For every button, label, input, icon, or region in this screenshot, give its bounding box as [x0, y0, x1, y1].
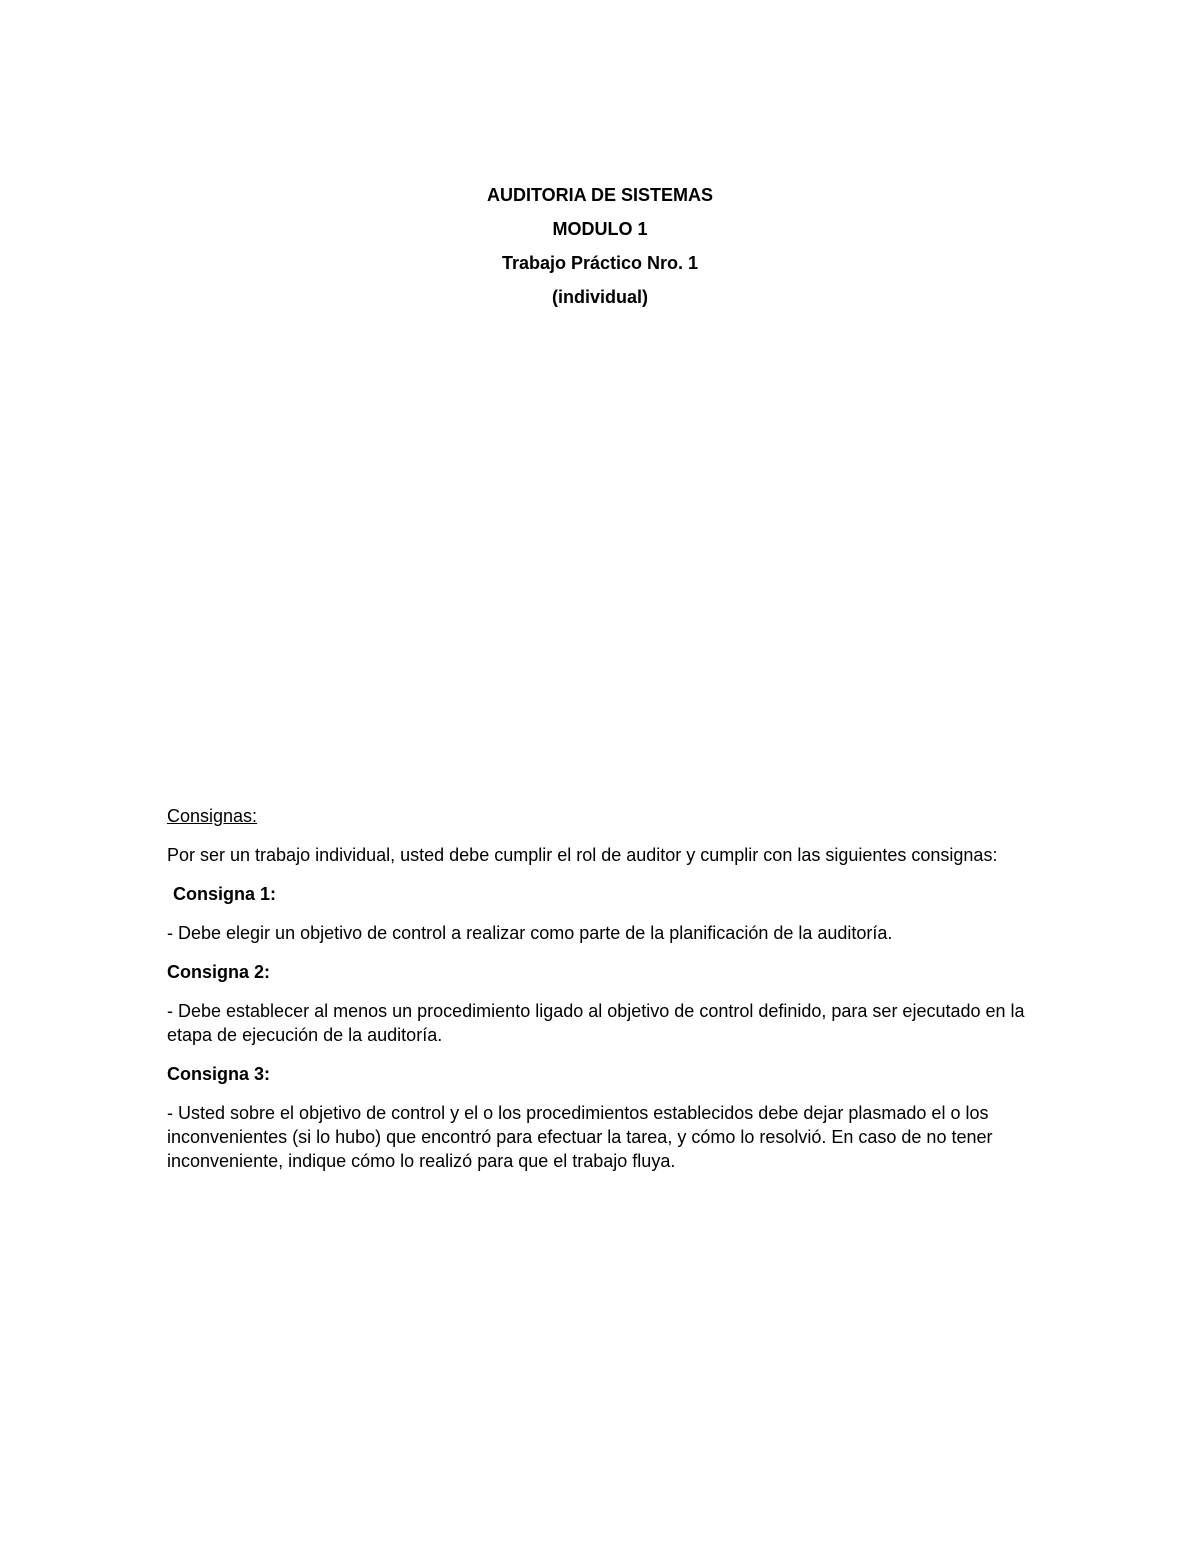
- task-2-text: - Debe establecer al menos un procedimiento ligado al objetivo de control definido, para ser ejecutado en la etapa de ejecución de la auditoría.: [167, 1001, 1025, 1045]
- intro-paragraph: Por ser un trabajo individual, usted debe cumplir el rol de auditor y cumplir con las siguientes consignas:: [167, 845, 998, 865]
- section-title: Consignas:: [167, 806, 258, 826]
- assignment-title: Trabajo Práctico Nro. 1: [501, 253, 699, 273]
- module-title: MODULO 1: [552, 219, 648, 239]
- task-3-text: - Usted sobre el objetivo de control y el o los procedimientos establecidos debe dejar plasmado el o los inconvenientes (si lo hubo) que encontró para efectuar la tarea, y cómo lo resolvió. En caso de no tener inconveniente, indique cómo lo realizó para que el trabajo fluya.: [167, 1103, 993, 1171]
- task-1-text: - Debe elegir un objetivo de control a realizar como parte de la planificación de la auditoría.: [167, 923, 893, 943]
- mode-title: (individual): [552, 287, 648, 307]
- title-block: [0, 183, 1200, 319]
- task-2-heading: Consigna 2:: [167, 962, 271, 982]
- task-1-heading: Consigna 1:: [173, 884, 277, 904]
- task-3-heading: Consigna 3:: [167, 1064, 271, 1084]
- instructions-body: [167, 804, 1047, 1188]
- subject-title: AUDITORIA DE SISTEMAS: [486, 185, 714, 205]
